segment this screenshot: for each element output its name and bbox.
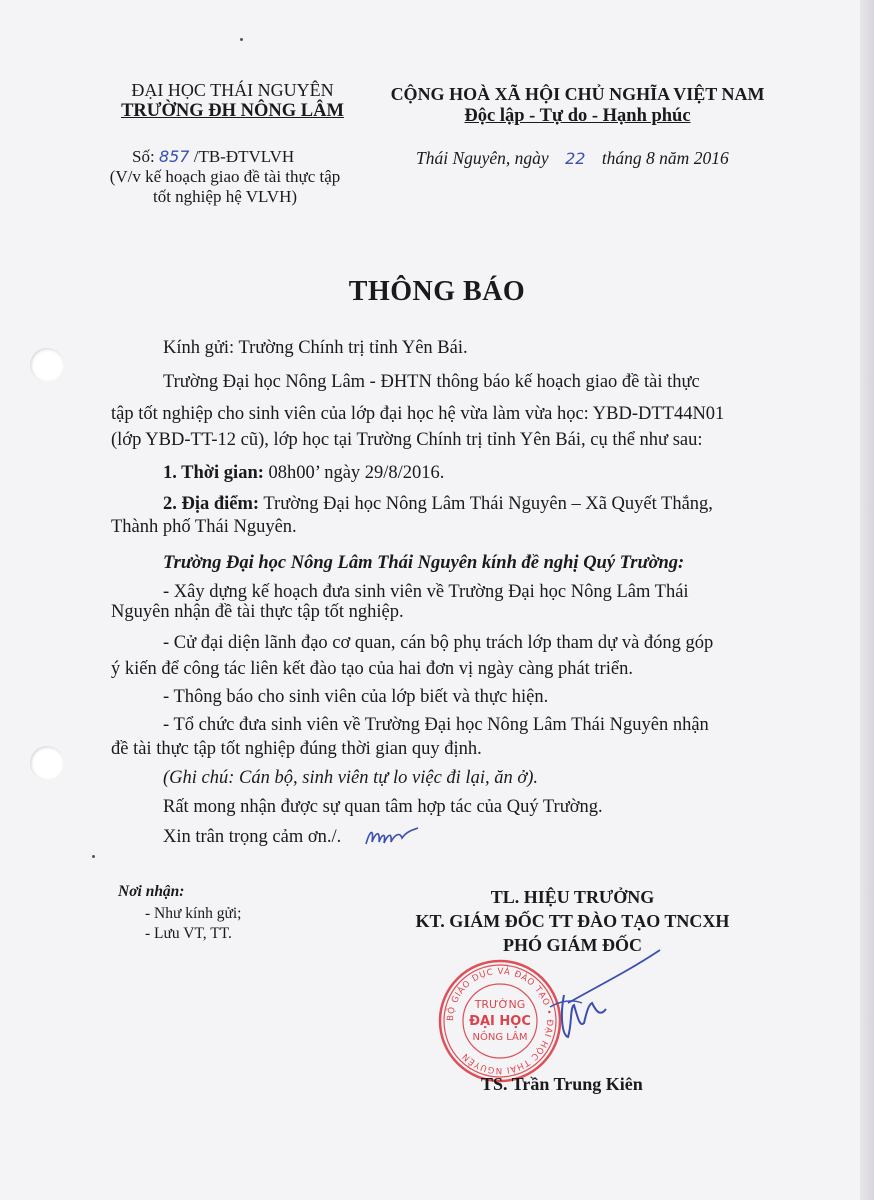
initials-signature-icon (362, 822, 422, 852)
intro-line-3: (lớp YBD-TT-12 cũ), lớp học tại Trường Chính trị tỉnh Yên Bái, cụ thể như sau: (111, 430, 703, 450)
recipient-item: - Như kính gửi; (145, 905, 242, 922)
signer-name: TS. Trần Trung Kiên (481, 1074, 643, 1094)
number-suffix: /TB-ĐTVLVH (193, 147, 295, 166)
signature-title-2: KT. GIÁM ĐỐC TT ĐÀO TẠO TNCXH (415, 911, 730, 931)
request-item-1-line-1: - Xây dựng kế hoạch đưa sinh viên về Trường Đại học Nông Lâm Thái (163, 582, 689, 602)
signature-title-1: TL. HIỆU TRƯỞNG (490, 887, 655, 907)
request-heading: Trường Đại học Nông Lâm Thái Nguyên kính đề nghị Quý Trường: (163, 553, 685, 573)
signature-title-3: PHÓ GIÁM ĐỐC (503, 935, 642, 955)
place-label: 2. Địa điểm: (163, 494, 260, 514)
country-name: CỘNG HOÀ XÃ HỘI CHỦ NGHĨA VIỆT NAM (390, 84, 765, 104)
time-value: 08h00’ ngày 29/8/2016. (268, 463, 445, 483)
intro-line-2: tập tốt nghiệp cho sinh viên của lớp đại học hệ vừa làm vừa học: YBD-DTT44N01 (111, 404, 725, 424)
request-item-2-line-2: ý kiến để công tác liên kết đào tạo của hai đơn vị ngày càng phát triển. (111, 659, 633, 679)
request-item-4-line-2: đề tài thực tập tốt nghiệp đúng thời gian quy định. (111, 739, 482, 759)
school-name: TRƯỜNG ĐH NÔNG LÂM (121, 101, 344, 121)
national-motto (380, 106, 775, 127)
intro-line-1: Trường Đại học Nông Lâm - ĐHTN thông báo kế hoạch giao đề tài thực (163, 372, 700, 392)
note: (Ghi chú: Cán bộ, sinh viên tự lo việc đi lại, ăn ở). (163, 768, 538, 788)
date-prefix: Thái Nguyên, ngày (416, 148, 549, 168)
handwritten-number: 857 (158, 147, 190, 166)
subject-line-2: tốt nghiệp hệ VLVH) (152, 187, 298, 206)
request-item-2-line-1: - Cử đại diện lãnh đạo cơ quan, cán bộ phụ trách lớp tham dự và đóng góp (163, 633, 714, 653)
stamp-ring-text: BỘ GIÁO DỤC VÀ ĐÀO TẠO • ĐẠI HỌC THÁI NGUYÊN (445, 966, 555, 1076)
speck (92, 855, 95, 858)
stamp-center-3: NÔNG LÂM (472, 1032, 528, 1043)
closing-line-1: Rất mong nhận được sự quan tâm hợp tác của Quý Trường. (163, 797, 603, 817)
document-title: THÔNG BÁO (348, 276, 526, 307)
request-item-1-line-2: Nguyên nhận đề tài thực tập tốt nghiệp. (111, 602, 404, 622)
speck (240, 38, 243, 41)
paper-edge (860, 0, 874, 1200)
time-label: 1. Thời gian: (163, 463, 264, 483)
stamp-center-2: ĐẠI HỌC (469, 1014, 531, 1029)
stamp-center-1: TRƯỜNG (474, 998, 526, 1011)
recipient-item: - Lưu VT, TT. (145, 925, 232, 942)
request-item-3: - Thông báo cho sinh viên của lớp biết và thực hiện. (163, 687, 549, 707)
punch-hole (30, 348, 64, 382)
request-item-4-line-1: - Tổ chức đưa sinh viên về Trường Đại học Nông Lâm Thái Nguyên nhận (163, 715, 709, 735)
closing-line-2: Xin trân trọng cảm ơn./. (163, 827, 342, 847)
number-prefix: Số: (132, 147, 155, 166)
signature-icon (520, 945, 720, 1055)
handwritten-day: 22 (565, 149, 586, 168)
document-number (132, 147, 294, 167)
university-name: ĐẠI HỌC THÁI NGUYÊN (131, 80, 334, 100)
issue-date (416, 148, 729, 169)
date-suffix: tháng 8 năm 2016 (601, 148, 729, 168)
subject-line-1: (V/v kế hoạch giao đề tài thực tập (109, 167, 341, 186)
motto-text: Độc lập - Tự do - Hạnh phúc (464, 106, 691, 126)
place-line (163, 494, 713, 515)
greeting: Kính gửi: Trường Chính trị tỉnh Yên Bái. (163, 338, 468, 358)
punch-hole (30, 746, 64, 780)
place-line-2: Thành phố Thái Nguyên. (111, 517, 297, 537)
recipients-label: Nơi nhận: (118, 883, 185, 900)
time-line (163, 463, 444, 484)
place-value: Trường Đại học Nông Lâm Thái Nguyên – Xã Quyết Thắng, (263, 494, 713, 514)
